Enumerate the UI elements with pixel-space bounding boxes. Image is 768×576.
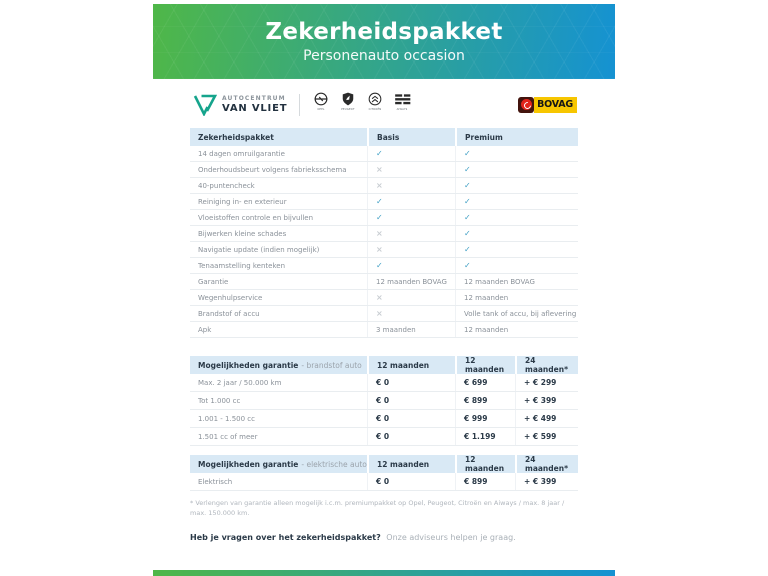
row-label: Wegenhulpservice: [198, 293, 263, 302]
check-icon: ✓: [464, 261, 471, 270]
row-label: Max. 2 jaar / 50.000 km: [198, 378, 282, 387]
price-12-maanden: € 0: [367, 374, 455, 391]
table-row: [190, 258, 578, 274]
bovag-badge-icon: [518, 97, 534, 113]
basis-value: [367, 258, 455, 273]
bovag-label: BOVAG: [534, 97, 577, 113]
divider: [299, 94, 300, 116]
price-24-maanden: + € 399: [515, 473, 578, 490]
cross-icon: ×: [376, 309, 383, 318]
row-label: 1.501 cc of meer: [198, 432, 258, 441]
price-12-maanden-premium: € 1.199: [455, 428, 515, 445]
price-12-maanden: € 0: [367, 473, 455, 490]
row-label: 14 dagen omruilgarantie: [198, 149, 285, 158]
aiways-logo-icon: [393, 92, 411, 118]
row-label: Onderhoudsbeurt volgens fabrieksschema: [198, 165, 347, 174]
table-row: [190, 306, 578, 322]
check-icon: ✓: [464, 245, 471, 254]
table-row: [190, 410, 578, 428]
dealer-name: [222, 95, 287, 114]
check-icon: ✓: [376, 213, 383, 222]
basis-value: [367, 194, 455, 209]
price-12-maanden-premium: € 899: [455, 392, 515, 409]
comparison-table: [190, 128, 578, 338]
bottom-gradient-bar: [153, 570, 615, 576]
check-icon: ✓: [464, 181, 471, 190]
check-icon: ✓: [464, 165, 471, 174]
footer-question: [190, 533, 578, 542]
table-row: [190, 242, 578, 258]
row-label: Navigatie update (indien mogelijk): [198, 245, 320, 254]
premium-value: [455, 242, 578, 257]
header-24-maanden: 24 maanden*: [515, 455, 578, 473]
cross-icon: ×: [376, 181, 383, 190]
row-label: Bijwerken kleine schades: [198, 229, 287, 238]
page-subtitle: Personenauto occasion: [303, 47, 465, 64]
price-12-maanden-premium: € 899: [455, 473, 515, 490]
basis-value: [367, 242, 455, 257]
price-12-maanden: € 0: [367, 428, 455, 445]
premium-value: [455, 258, 578, 273]
header-12-maanden: 12 maanden: [367, 356, 455, 374]
header-electric-title-light: - elektrische auto: [301, 459, 367, 469]
basis-value: [367, 146, 455, 161]
table-row: [190, 392, 578, 410]
check-icon: ✓: [464, 213, 471, 222]
header-zekerheidspakket: Zekerheidspakket: [198, 132, 274, 142]
comparison-table-body: [190, 146, 578, 338]
table-row: [190, 210, 578, 226]
check-icon: ✓: [376, 197, 383, 206]
dealer-name-bottom: VAN VLIET: [222, 103, 288, 114]
row-label: 40-puntencheck: [198, 181, 255, 190]
footer-question-light: Onze adviseurs helpen je graag.: [386, 532, 516, 542]
header-basis: Basis: [367, 128, 455, 146]
premium-value: [455, 194, 578, 209]
footer-question-bold: Heb je vragen over het zekerheidspakket?: [190, 532, 381, 542]
van-vliet-v-icon: [193, 94, 217, 116]
page-title: Zekerheidspakket: [265, 19, 503, 46]
row-label: 1.001 - 1.500 cc: [198, 414, 255, 423]
footnote: * Verlengen van garantie alleen mogelijk i.c.m. premiumpakket op Opel, Peugeot, Citroën en Aiways / max. 8 jaar / max. 150.000 km.: [190, 499, 565, 518]
price-12-maanden-premium: € 699: [455, 374, 515, 391]
opel-logo-icon: [312, 92, 330, 118]
check-icon: ✓: [464, 197, 471, 206]
header-fuel-title-bold: Mogelijkheden garantie: [198, 360, 299, 370]
electric-table-header: [190, 455, 578, 473]
basis-value: [367, 306, 455, 321]
electric-warranty-table: [190, 455, 578, 491]
price-24-maanden: + € 499: [515, 410, 578, 427]
premium-value: 12 maanden BOVAG: [455, 274, 578, 289]
basis-value: 12 maanden BOVAG: [367, 274, 455, 289]
row-label: Elektrisch: [198, 477, 233, 486]
basis-value: [367, 290, 455, 305]
banner: [153, 4, 615, 79]
price-24-maanden: + € 299: [515, 374, 578, 391]
header-12-maanden-premium: 12 maanden: [455, 455, 515, 473]
row-label: Brandstof of accu: [198, 309, 260, 318]
price-24-maanden: + € 599: [515, 428, 578, 445]
price-12-maanden: € 0: [367, 410, 455, 427]
header-fuel-title: [190, 356, 367, 374]
brand-label: AIWAYS: [396, 107, 408, 111]
brand-logos: [312, 92, 411, 118]
header-fuel-title-light: - brandstof auto: [301, 360, 362, 370]
basis-value: [367, 210, 455, 225]
cross-icon: ×: [376, 245, 383, 254]
header-24-maanden: 24 maanden*: [515, 356, 578, 374]
premium-value: [455, 226, 578, 241]
table-row: [190, 146, 578, 162]
price-12-maanden: € 0: [367, 392, 455, 409]
table-row: [190, 162, 578, 178]
table-row: [190, 473, 578, 491]
dealer-logo: [193, 92, 411, 118]
premium-value: [455, 210, 578, 225]
fuel-warranty-table: [190, 356, 578, 446]
table-row: [190, 194, 578, 210]
premium-value: [455, 146, 578, 161]
brand-label: PEUGEOT: [341, 107, 356, 111]
price-24-maanden: + € 399: [515, 392, 578, 409]
row-label: Tenaamstelling kenteken: [198, 261, 286, 270]
logo-row: [153, 88, 615, 121]
premium-value: [455, 162, 578, 177]
header-electric-title: [190, 455, 367, 473]
premium-value: Volle tank of accu, bij aflevering: [455, 306, 578, 321]
row-label: Tot 1.000 cc: [198, 396, 241, 405]
cross-icon: ×: [376, 165, 383, 174]
basis-value: [367, 226, 455, 241]
electric-table-body: [190, 473, 578, 491]
basis-value: 3 maanden: [367, 322, 455, 337]
table-row: [190, 290, 578, 306]
row-label: Garantie: [198, 277, 229, 286]
fuel-table-header: [190, 356, 578, 374]
price-12-maanden-premium: € 999: [455, 410, 515, 427]
fuel-table-body: [190, 374, 578, 446]
dealer-name-top: AUTOCENTRUM: [222, 95, 286, 102]
brand-label: CITROËN: [368, 107, 382, 111]
header-12-maanden-premium: 12 maanden: [455, 356, 515, 374]
header-electric-title-bold: Mogelijkheden garantie: [198, 459, 299, 469]
table-row: [190, 428, 578, 446]
check-icon: ✓: [376, 261, 383, 270]
comparison-table-header: [190, 128, 578, 146]
header-12-maanden: 12 maanden: [367, 455, 455, 473]
peugeot-logo-icon: [339, 92, 357, 118]
table-row: [190, 178, 578, 194]
citroen-logo-icon: [366, 92, 384, 118]
table-row: [190, 322, 578, 338]
cross-icon: ×: [376, 229, 383, 238]
premium-value: 12 maanden: [455, 290, 578, 305]
check-icon: ✓: [464, 229, 471, 238]
table-row: [190, 274, 578, 290]
bovag-logo: [518, 97, 577, 113]
premium-value: 12 maanden: [455, 322, 578, 337]
row-label: Reiniging in- en exterieur: [198, 197, 287, 206]
basis-value: [367, 178, 455, 193]
check-icon: ✓: [464, 149, 471, 158]
table-row: [190, 374, 578, 392]
row-label: Vloeistoffen controle en bijvullen: [198, 213, 314, 222]
table-row: [190, 226, 578, 242]
premium-value: [455, 178, 578, 193]
brand-label: OPEL: [317, 107, 326, 111]
check-icon: ✓: [376, 149, 383, 158]
cross-icon: ×: [376, 293, 383, 302]
header-premium: Premium: [455, 128, 578, 146]
flyer-page: [153, 4, 615, 576]
basis-value: [367, 162, 455, 177]
row-label: Apk: [198, 325, 212, 334]
